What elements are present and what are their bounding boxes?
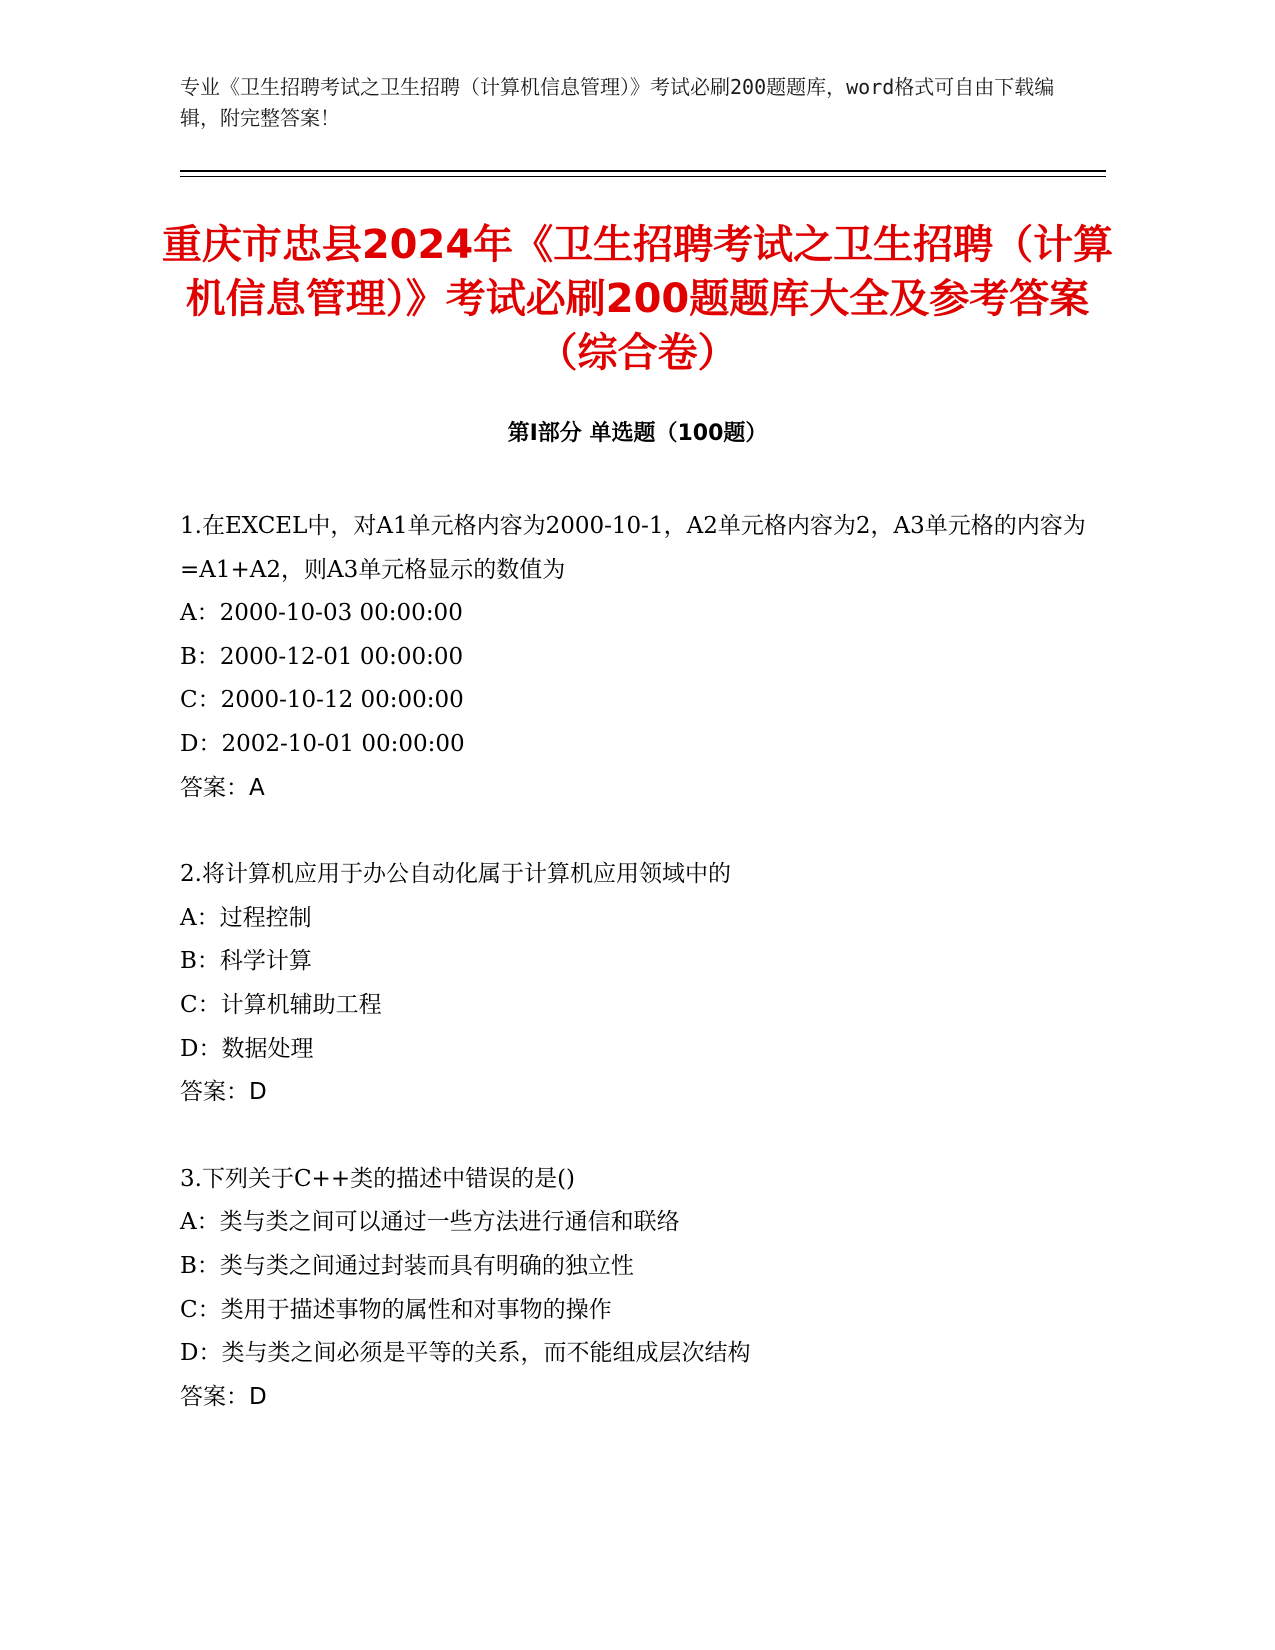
question-1 (180, 505, 1110, 810)
option-c: C：类用于描述事物的属性和对事物的操作 (180, 1296, 612, 1323)
question-3 (180, 1158, 1110, 1420)
option-a: A：2000-10-03 00:00:00 (180, 600, 463, 627)
option-d: D：类与类之间必须是平等的关系，而不能组成层次结构 (180, 1340, 751, 1367)
option-c: C：计算机辅助工程 (180, 991, 382, 1018)
answer-line: 答案：D (180, 1079, 267, 1106)
option-b: B：类与类之间通过封装而具有明确的独立性 (180, 1252, 634, 1279)
answer-line: 答案：A (180, 774, 265, 801)
question-2 (180, 853, 1110, 1115)
section-title: 第Ⅰ部分 单选题（100题） (507, 421, 768, 446)
question-stem: 2.将计算机应用于办公自动化属于计算机应用领域中的 (180, 861, 731, 888)
option-b: B：2000-12-01 00:00:00 (180, 643, 464, 670)
option-b: B：科学计算 (180, 948, 312, 975)
question-stem: 3.下列关于C++类的描述中错误的是() (180, 1165, 576, 1192)
option-d: D：2002-10-01 00:00:00 (180, 730, 465, 757)
option-c: C：2000-10-12 00:00:00 (180, 687, 464, 714)
answer-line: 答案：D (180, 1383, 267, 1410)
option-a: A：过程控制 (180, 904, 312, 931)
question-stem: 1.在EXCEL中，对A1单元格内容为2000-10-1，A2单元格内容为2，A3单元格的内容为=A1+A2，则A3单元格显示的数值为 (180, 513, 1086, 583)
option-a: A：类与类之间可以通过一些方法进行通信和联络 (180, 1209, 680, 1236)
option-d: D：数据处理 (180, 1035, 314, 1062)
document-title: 重庆市忠县2024年《卫生招聘考试之卫生招聘（计算机信息管理）》考试必刷200题题库大全及参考答案（综合卷） (161, 222, 1114, 376)
header-note: 专业《卫生招聘考试之卫生招聘（计算机信息管理）》考试必刷200题题库，word格式可自由下载编辑，附完整答案！ (180, 75, 1055, 130)
question-list (180, 505, 1110, 1462)
header-rule-thin (180, 176, 1106, 177)
header-rule-thick (180, 170, 1106, 172)
